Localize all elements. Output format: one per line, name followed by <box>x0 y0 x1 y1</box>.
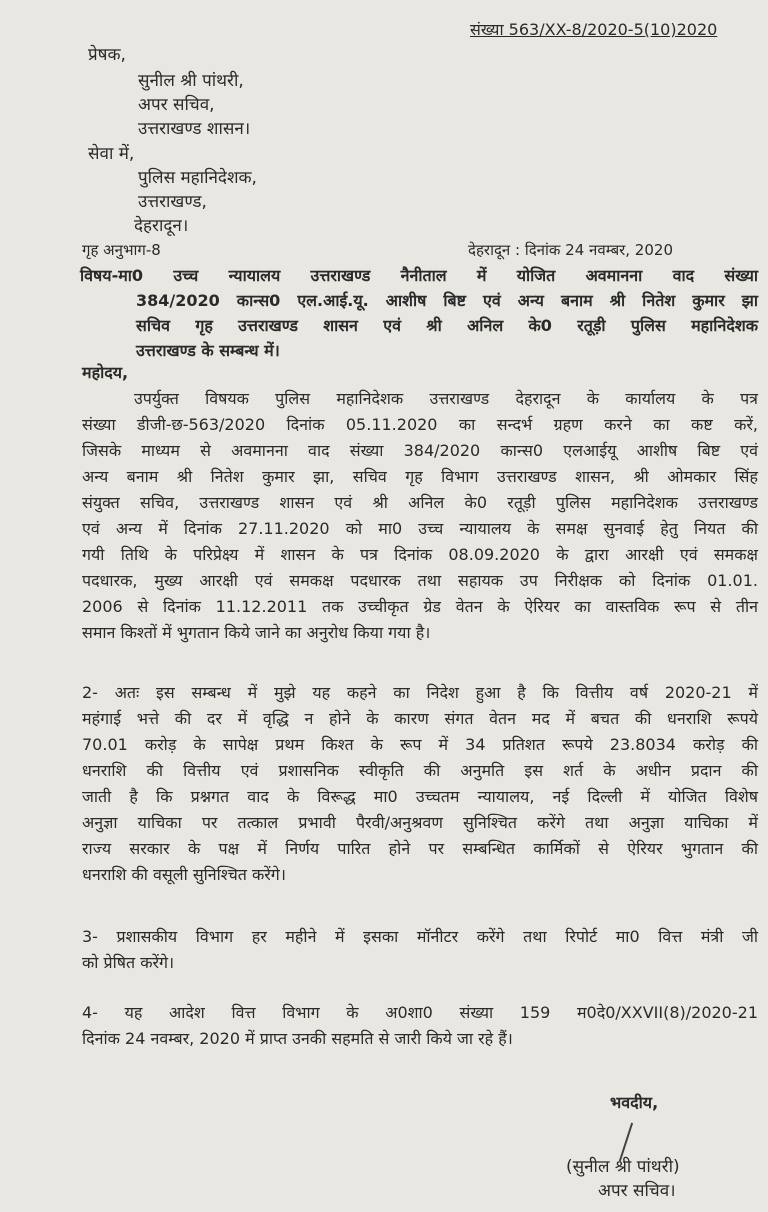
recipient-city: देहरादून। <box>134 216 189 236</box>
subject-line-4: उत्तराखण्ड के सम्बन्ध में। <box>136 341 280 360</box>
subject-line-1: विषय-मा0 उच्च न्यायालय उत्तराखण्ड नैनीताल में योजित अवमानना वाद संख्या <box>80 266 758 285</box>
para2-line-8: धनराशि की वसूली सुनिश्चित करेंगे। <box>82 865 286 884</box>
para1-line-4: अन्य बनाम श्री नितेश कुमार झा, सचिव गृह विभाग उत्तराखण्ड शासन, श्री ओमकार सिंह <box>82 467 758 486</box>
para3-line-1: 3- प्रशासकीय विभाग हर महीने में इसका मॉनीटर करेंगे तथा रिपोर्ट मा0 वित्त मंत्री जी <box>82 927 758 946</box>
sender-name: सुनील श्री पांथरी, <box>138 71 244 91</box>
para2-line-2: महंगाई भत्ते की दर में वृद्धि न होने के कारण संगत वेतन मद में बचत की धनराशि रूपये <box>82 709 758 728</box>
subject-line-2: 384/2020 कान्स0 एल.आई.यू. आशीष बिष्ट एवं अन्य बनाम श्री नितेश कुमार झा <box>136 291 758 310</box>
para1-line-3: जिसके माध्यम से अवमानना वाद संख्या 384/2020 कान्स0 एलआईयू आशीष बिष्ट एवं <box>82 441 758 460</box>
sender-label: प्रेषक, <box>88 45 126 65</box>
subject-line-3: सचिव गृह उत्तराखण्ड शासन एवं श्री अनिल के0 रतूड़ी पुलिस महानिदेशक <box>136 316 758 335</box>
para1-line-7: गयी तिथि के परिप्रेक्ष्य में शासन के पत्र दिनांक 08.09.2020 के द्वारा आरक्षी एवं समकक्ष <box>82 545 758 564</box>
para4-line-2: दिनांक 24 नवम्बर, 2020 में प्राप्त उनकी सहमति से जारी किये जा रहे हैं। <box>82 1029 513 1048</box>
para1-line-2: संख्या डीजी-छ-563/2020 दिनांक 05.11.2020 का सन्दर्भ ग्रहण करने का कष्ट करें, <box>82 415 758 434</box>
para1-line-5: संयुक्त सचिव, उत्तराखण्ड शासन एवं श्री अनिल के0 रतूड़ी पुलिस महानिदेशक उत्तराखण्ड <box>82 493 758 512</box>
recipient-label: सेवा में, <box>88 144 135 164</box>
section-label: गृह अनुभाग-8 <box>82 241 161 259</box>
signatory-name: (सुनील श्री पांथरी) <box>566 1157 680 1177</box>
para2-line-1: 2- अतः इस सम्बन्ध में मुझे यह कहने का निदेश हुआ है कि वित्तीय वर्ष 2020-21 में <box>82 683 758 702</box>
para2-line-4: धनराशि की वित्तीय एवं प्रशासनिक स्वीकृति की अनुमति इस शर्त के अधीन प्रदान की <box>82 761 758 780</box>
reference-number: संख्या 563/XX-8/2020-5(10)2020 <box>470 20 718 39</box>
para3-line-2: को प्रेषित करेंगे। <box>82 953 175 972</box>
recipient-designation: पुलिस महानिदेशक, <box>138 168 257 188</box>
para2-line-6: अनुज्ञा याचिका पर तत्काल प्रभावी पैरवी/अनुश्रवण सुनिश्चित करेंगे तथा अनुज्ञा याचिका में <box>82 813 758 832</box>
para2-line-3: 70.01 करोड़ के सापेक्ष प्रथम किश्त के रूप में 34 प्रतिशत रूपये 23.8034 करोड़ की <box>82 735 758 754</box>
para2-line-5: जाती है कि प्रश्नगत वाद के विरूद्ध मा0 उच्चतम न्यायालय, नई दिल्ली में योजित विशेष <box>82 787 758 806</box>
recipient-state: उत्तराखण्ड, <box>138 192 207 212</box>
date-line: देहरादून : दिनांक 24 नवम्बर, 2020 <box>468 241 673 259</box>
para1-line-1: उपर्युक्त विषयक पुलिस महानिदेशक उत्तराखण्ड देहरादून के कार्यालय के पत्र <box>134 389 758 408</box>
para4-line-1: 4- यह आदेश वित्त विभाग के अ0शा0 संख्या 159 म0दे0/XXVII(8)/2020-21 <box>82 1003 758 1022</box>
salutation: महोदय, <box>82 363 129 382</box>
para1-line-9: 2006 से दिनांक 11.12.2011 तक उच्चीकृत ग्रेड वेतन के ऐरियर का वास्तविक रूप से तीन <box>82 597 758 616</box>
valediction: भवदीय, <box>610 1093 659 1112</box>
signatory-designation: अपर सचिव। <box>598 1181 676 1201</box>
sender-office: उत्तराखण्ड शासन। <box>138 119 251 139</box>
para1-line-6: एवं अन्य में दिनांक 27.11.2020 को मा0 उच्च न्यायालय के समक्ष सुनवाई हेतु नियत की <box>82 519 758 538</box>
para2-line-7: राज्य सरकार के पक्ष में निर्णय पारित होने पर सम्बन्धित कार्मिकों से ऐरियर भुगतान की <box>82 839 758 858</box>
para1-line-10: समान किश्तों में भुगतान किये जाने का अनुरोध किया गया है। <box>82 623 431 642</box>
sender-designation: अपर सचिव, <box>138 95 215 115</box>
para1-line-8: पदधारक, मुख्य आरक्षी एवं समकक्ष पदधारक तथा सहायक उप निरीक्षक को दिनांक 01.01. <box>82 571 758 590</box>
